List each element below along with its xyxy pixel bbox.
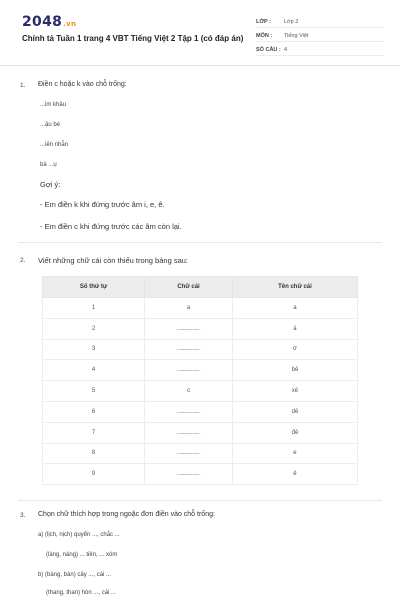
q3-line: b) (bàng, bàn) cây ..., cái ...	[38, 572, 112, 578]
meta-key: SỐ CÂU :	[256, 46, 281, 53]
table-row	[43, 298, 358, 319]
section-divider	[18, 500, 382, 501]
table-row	[43, 360, 358, 381]
table-cell: 5	[43, 381, 145, 402]
table-header-row	[43, 277, 358, 298]
table-row	[43, 422, 358, 443]
logo-suffix: .vn	[63, 20, 77, 28]
table-row	[43, 401, 358, 422]
document-meta	[256, 16, 384, 58]
column-header: Tên chữ cái	[232, 277, 357, 298]
table-cell: e	[232, 443, 357, 464]
question-number: 3.	[20, 512, 26, 519]
table-row	[43, 381, 358, 402]
column-header: Chữ cái	[145, 277, 233, 298]
q1-hint: - Em điền c khi đứng trước các âm còn lại.	[40, 222, 182, 231]
table-cell: ê	[232, 464, 357, 485]
table-cell: 3	[43, 339, 145, 360]
table-cell: ....................	[145, 464, 233, 485]
section-divider	[18, 242, 382, 243]
question-number: 1.	[20, 82, 26, 89]
document-title: Chính tả Tuần 1 trang 4 VBT Tiếng Việt 2 Tập 1 (có đáp án)	[22, 34, 244, 43]
table-cell: xê	[232, 381, 357, 402]
table-row	[43, 339, 358, 360]
q3-line: (làng, nàng) ... tiên, ... xóm	[46, 552, 118, 558]
logo-text: 2048	[22, 14, 63, 30]
meta-key: LỚP :	[256, 18, 271, 25]
q1-hint-label: Gợi ý:	[40, 180, 61, 189]
table-cell: 7	[43, 422, 145, 443]
q3-line: a) (lịch, nịch) quyển ..., chắc ...	[38, 532, 120, 538]
meta-value: Tiếng Việt	[284, 32, 309, 39]
table-cell: a	[232, 298, 357, 319]
table-cell: dê	[232, 401, 357, 422]
table-cell: 2	[43, 318, 145, 339]
question-prompt: Chọn chữ thích hợp trong ngoặc đơn điền vào chỗ trống:	[38, 511, 215, 518]
q1-hint: - Em điền k khi đứng trước âm i, e, ê.	[40, 200, 165, 209]
table-cell: ....................	[145, 318, 233, 339]
meta-key: MÔN :	[256, 32, 273, 39]
q1-line: ...im khâu	[40, 102, 67, 108]
letters-table	[42, 276, 358, 485]
meta-row-count	[256, 44, 384, 56]
table-cell: a	[145, 298, 233, 319]
table-cell: ....................	[145, 422, 233, 443]
question-number: 2.	[20, 257, 26, 264]
table-cell: bê	[232, 360, 357, 381]
table-cell: ớ	[232, 339, 357, 360]
meta-row-subject	[256, 30, 384, 42]
table-row	[43, 318, 358, 339]
table-cell: 6	[43, 401, 145, 422]
q1-line: ...ậu bé	[40, 122, 61, 128]
document-header	[0, 0, 400, 66]
meta-row-class	[256, 16, 384, 28]
table-cell: ....................	[145, 443, 233, 464]
q1-line: ...iên nhẫn	[40, 142, 69, 148]
table-cell: c	[145, 381, 233, 402]
meta-value: 4	[284, 46, 288, 53]
table-cell: ....................	[145, 360, 233, 381]
question-prompt: Viết những chữ cái còn thiếu trong bảng sau:	[38, 256, 189, 265]
table-cell: ....................	[145, 401, 233, 422]
q1-line: bà ...ụ	[40, 162, 57, 168]
table-row	[43, 464, 358, 485]
question-prompt: Điền c hoặc k vào chỗ trống:	[38, 81, 127, 88]
q3-line: (thang, than) hòn ..., cái ...	[46, 590, 117, 596]
table-cell: 9	[43, 464, 145, 485]
table-cell: 1	[43, 298, 145, 319]
table-cell: đê	[232, 422, 357, 443]
meta-value: Lớp 2	[284, 18, 299, 25]
table-cell: 8	[43, 443, 145, 464]
table-cell: á	[232, 318, 357, 339]
table-cell: ....................	[145, 339, 233, 360]
table-row	[43, 443, 358, 464]
site-logo[interactable]	[22, 14, 76, 30]
column-header: Số thứ tự	[43, 277, 145, 298]
table-cell: 4	[43, 360, 145, 381]
